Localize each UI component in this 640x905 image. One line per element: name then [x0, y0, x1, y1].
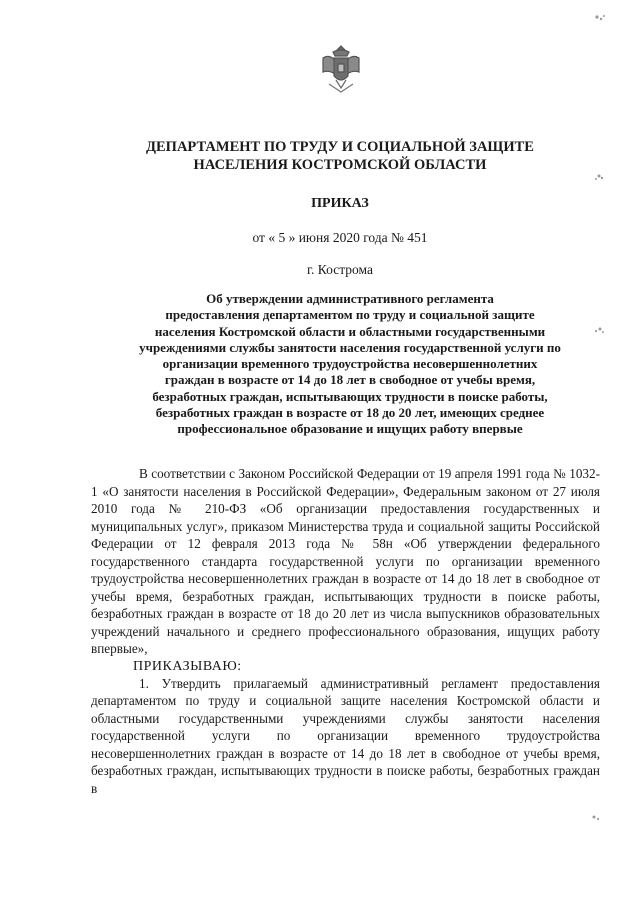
- department-header: [100, 138, 580, 174]
- document-type: ПРИКАЗ: [311, 196, 369, 211]
- subject-line: профессиональное образование и ищущих работу впервые: [177, 421, 523, 437]
- header-line-2: НАСЕЛЕНИЯ КОСТРОМСКОЙ ОБЛАСТИ: [193, 157, 487, 173]
- subject-line: организации временного трудоустройства несовершеннолетних: [162, 356, 538, 372]
- subject-line: граждан в возрасте от 14 до 18 лет в свободное от учебы время,: [164, 372, 536, 388]
- order-subject: [80, 291, 620, 438]
- subject-line: безработных граждан в возрасте от 18 до 20 лет, имеющих среднее: [155, 405, 545, 421]
- item-1-paragraph: 1. Утвердить прилагаемый административный регламент предоставления департаментом по труду и социальной защите населения Костромской области и областными государственными учреждениями службы занятости населения государственной услуги по организации временного трудоустройства несовершеннолетних граждан в возрасте от 14 до 18 лет в свободное от учебы время, безработных граждан, испытывающих трудности в поиске работы, безработных граждан в: [91, 675, 600, 796]
- subject-line: населения Костромской области и областными государственными: [154, 323, 546, 339]
- subject-line: учреждениями службы занятости населения государственной услуги по: [139, 339, 561, 355]
- city-name: г. Кострома: [307, 262, 373, 277]
- header-line-1: ДЕПАРТАМЕНТ ПО ТРУДУ И СОЦИАЛЬНОЙ ЗАЩИТЕ: [146, 139, 534, 155]
- preamble-paragraph: В соответствии с Законом Российской Федерации от 19 апреля 1991 года № 1032-1 «О занятости населения в Российской Федерации», Федеральным законом от 27 июля 2010 года № 210-ФЗ «Об организации предоставления государственных и муниципальных услуг», приказом Министерства труда и социальной защиты Российской Федерации от 12 февраля 2013 года № 58н «Об утверждении федерального государственного стандарта государственной услуги по организации временного трудоустройства несовершеннолетних граждан в возрасте от 14 до 18 лет в свободное от учебы время, безработных граждан, испытывающих трудности в поиске работы, безработных граждан в возрасте от 18 до 20 лет из числа выпускников образовательных учреждений начального и среднего профессионального образования, ищущих работу впервые»,: [91, 466, 600, 656]
- order-body: [91, 465, 600, 797]
- order-directive: ПРИКАЗЫВАЮ:: [133, 658, 242, 674]
- coat-of-arms-icon: [319, 40, 363, 96]
- subject-line: Об утверждении административного регламента: [206, 291, 494, 306]
- subject-line: предоставления департаментом по труду и социальной защите: [165, 307, 535, 323]
- subject-line: безработных граждан, испытывающих трудности в поиске работы,: [152, 388, 548, 404]
- order-date-number: от « 5 » июня 2020 года № 451: [252, 230, 428, 245]
